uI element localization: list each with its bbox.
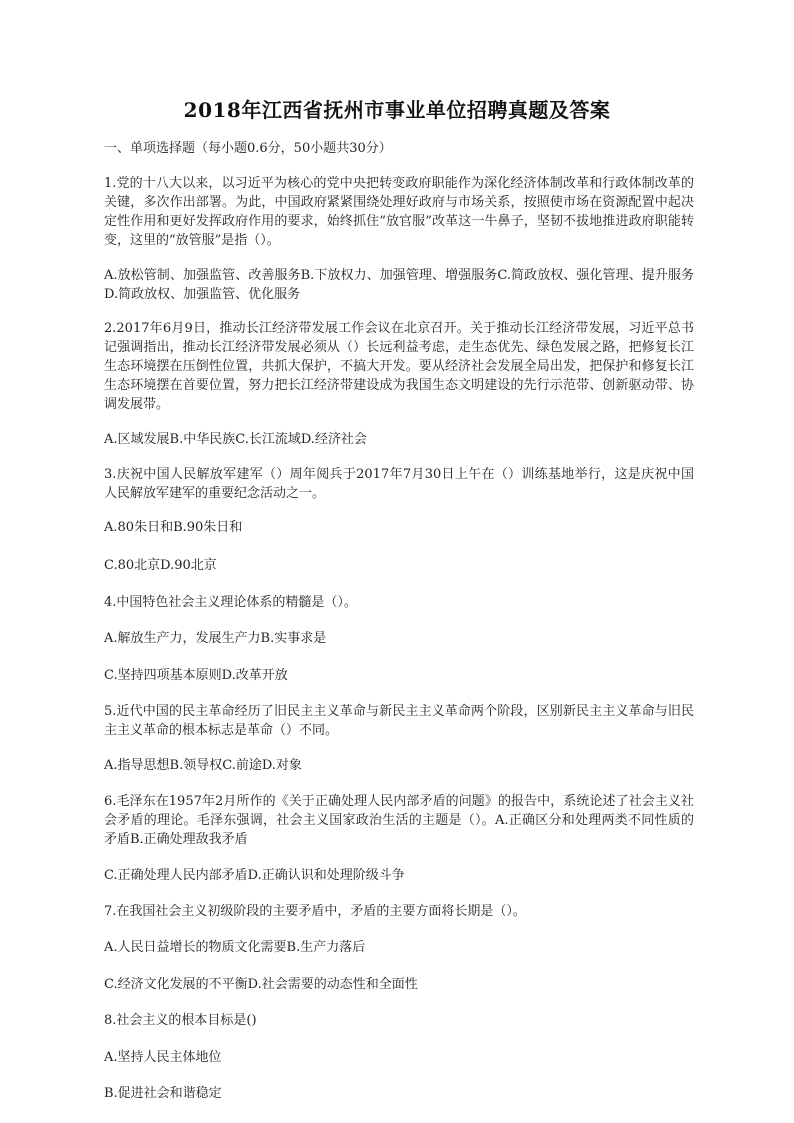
question-6-stem: 6.毛泽东在1957年2月所作的《关于正确处理人民内部矛盾的问题》的报告中，系统论述了社会主义社会矛盾的理论。毛泽东强调，社会主义国家政治生活的主题是（）。A.正确区分和处理两类不同性质的矛盾B.正确处理敌我矛盾	[104, 794, 694, 847]
question-4-option-line-1: A.解放生产力，发展生产力B.实事求是	[104, 631, 327, 646]
page-title: 2018年江西省抚州市事业单位招聘真题及答案	[183, 98, 611, 122]
question-2-stem: 2.2017年6月9日，推动长江经济带发展工作会议在北京召开。关于推动长江经济带发展，习近平总书记强调指出，推动长江经济带发展必须从（）长远利益考虑，走生态优先、绿色发展之路，把修复长江生态环境摆在压倒性位置，共抓大保护，不搞大开发。要从经济社会发展全局出发，把保护和修复长江生态环境摆在首要位置，努力把长江经济带建设成为我国生态文明建设的先行示范带、创新驱动带、协调发展带。	[104, 321, 694, 412]
question-8-option-line-1: A.坚持人民主体地位	[104, 1050, 222, 1065]
question-5-options: A.指导思想B.领导权C.前途D.对象	[104, 758, 302, 773]
question-8-option-line-2: B.促进社会和谐稳定	[104, 1086, 222, 1101]
question-4-stem: 4.中国特色社会主义理论体系的精髓是（）。	[104, 595, 357, 610]
question-3-stem: 3.庆祝中国人民解放军建军（）周年阅兵于2017年7月30日上午在（）训练基地举行，这是庆祝中国人民解放军建军的重要纪念活动之一。	[104, 467, 694, 501]
question-5-stem: 5.近代中国的民主革命经历了旧民主主义革命与新民主主义革命两个阶段，区别新民主主义革命与旧民主主义革命的根本标志是革命（）不同。	[104, 704, 694, 738]
question-3-option-line-1: A.80朱日和B.90朱日和	[104, 520, 243, 535]
section-heading: 一、单项选择题（每小题0.6分，50小题共30分）	[104, 141, 392, 156]
question-7-option-line-1: A.人民日益增长的物质文化需要B.生产力落后	[104, 940, 366, 955]
question-8-stem: 8.社会主义的根本目标是()	[104, 1013, 257, 1028]
question-3-option-line-2: C.80北京D.90北京	[104, 558, 217, 573]
question-2-options: A.区域发展B.中华民族C.长江流域D.经济社会	[104, 432, 367, 447]
question-6-options: C.正确处理人民内部矛盾D.正确认识和处理阶级斗争	[104, 868, 405, 883]
question-1-stem: 1.党的十八大以来，以习近平为核心的党中央把转变政府职能作为深化经济体制改革和行政体制改革的关键，多次作出部署。为此，中国政府紧紧围绕处理好政府与市场关系，按照使市场在资源配置中起决定性作用和更好发挥政府作用的要求，始终抓住“放官服”改革这一牛鼻子，坚韧不拔地推进政府职能转变，这里的“放管服”是指（）。	[104, 176, 694, 248]
question-1-options: A.放松管制、加强监管、改善服务B.下放权力、加强管理、增强服务C.简政放权、强化管理、提升服务D.简政放权、加强监管、优化服务	[104, 268, 694, 302]
question-4-option-line-2: C.坚持四项基本原则D.改革开放	[104, 668, 288, 683]
question-7-stem: 7.在我国社会主义初级阶段的主要矛盾中，矛盾的主要方面将长期是（）。	[104, 904, 526, 919]
question-7-option-line-2: C.经济文化发展的不平衡D.社会需要的动态性和全面性	[104, 977, 418, 992]
